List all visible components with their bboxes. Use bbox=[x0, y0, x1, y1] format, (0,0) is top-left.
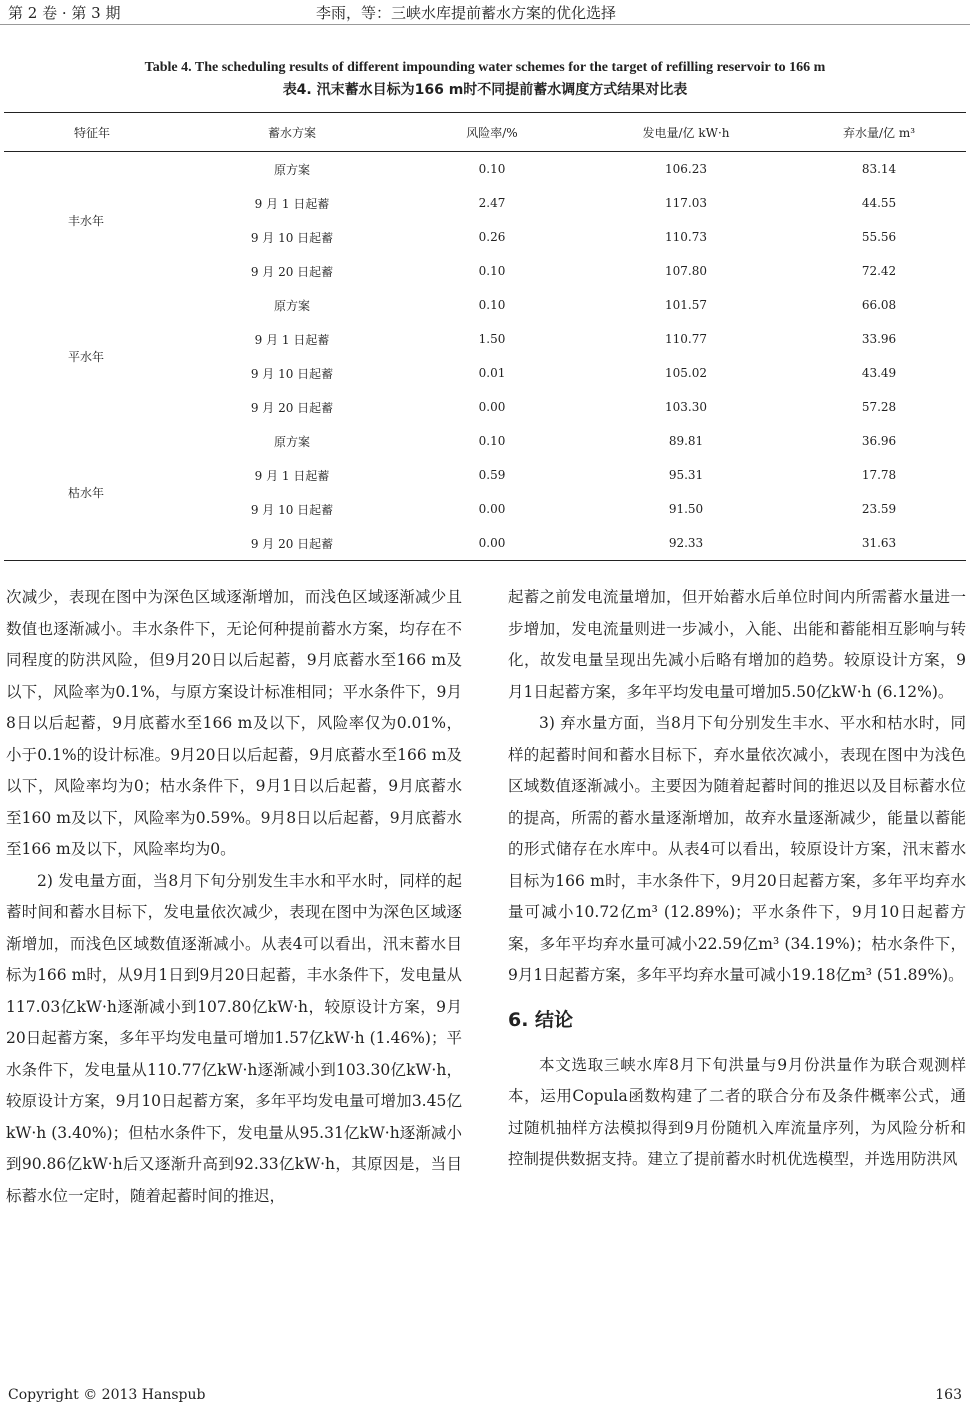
scheme-cell: 原方案 bbox=[273, 298, 310, 313]
table-row bbox=[4, 424, 966, 458]
risk-cell: 0.00 bbox=[404, 526, 580, 561]
page-footer bbox=[0, 1382, 970, 1412]
power-cell: 89.81 bbox=[668, 434, 704, 448]
scheme-cell: 原方案 bbox=[273, 434, 310, 449]
risk-cell: 0.00 bbox=[478, 502, 506, 516]
paragraph: 2) 发电量方面，当8月下旬分别发生丰水和平水时，同样的起蓄时间和蓄水目标下，发电量依次减少，表现在图中为深色区域逐渐增加，而浅色区域数值逐渐减小。从表4可以看出，汛末蓄水目标为166 m时，从9月1日到9月20日起蓄，丰水条件下，发电量从117.03亿kW·h逐渐减小到107.80亿kW·h，较原设计方案，9月20日起蓄方案，多年平均发电量可增加1.57亿kW·h (1.46%)；平水条件下，发电量从110.77亿kW·h逐渐减小到103.30亿kW·h，较原设计方案，9月10日起蓄方案，多年平均发电量可增加3.45亿kW·h (3.40%)；但枯水条件下，发电量从95.31亿kW·h逐渐减小到90.86亿kW·h后又逐渐升高到92.33亿kW·h，其原因是，当目标蓄水位一定时，随着起蓄时间的推迟， bbox=[6, 871, 462, 1205]
header-cell: 特征年 bbox=[4, 113, 180, 152]
scheme-cell: 9 月 1 日起蓄 bbox=[254, 332, 330, 347]
risk-cell: 0.10 bbox=[478, 162, 506, 176]
risk-cell: 2.47 bbox=[478, 196, 506, 210]
risk-cell: 0.00 bbox=[478, 400, 506, 414]
scheme-cell: 9 月 20 日起蓄 bbox=[250, 264, 334, 279]
power-cell: 107.80 bbox=[665, 264, 707, 278]
year-type-cell: 枯水年 bbox=[4, 424, 180, 561]
volume-issue: 第 2 卷 · 第 3 期 bbox=[8, 4, 121, 22]
power-cell: 103.30 bbox=[665, 400, 707, 414]
scheme-cell: 原方案 bbox=[273, 162, 310, 177]
power-cell: 106.23 bbox=[665, 162, 707, 176]
spill-cell: 36.96 bbox=[861, 434, 897, 448]
table-row bbox=[4, 152, 966, 187]
running-title: 李雨，等：三峡水库提前蓄水方案的优化选择 bbox=[316, 4, 617, 22]
spill-cell: 72.42 bbox=[861, 264, 897, 278]
table-row bbox=[4, 288, 966, 322]
scheme-cell: 9 月 10 日起蓄 bbox=[250, 366, 334, 381]
table-header-row bbox=[4, 113, 966, 152]
spill-cell: 57.28 bbox=[861, 400, 897, 414]
spill-cell: 17.78 bbox=[861, 468, 897, 482]
copyright-notice: Copyright © 2013 Hanspub bbox=[8, 1387, 206, 1403]
paragraph: 3) 弃水量方面，当8月下旬分别发生丰水、平水和枯水时，同样的起蓄时间和蓄水目标下，弃水量依次减小，表现在图中为浅色区域数值逐渐减小。主要因为随着起蓄时间的推迟以及目标蓄水位的提高，所需的蓄水量逐渐增加，故弃水量逐渐减少，能量以蓄能的形式储存在水库中。从表4可以看出，较原设计方案，汛末蓄水目标为166 m时，丰水条件下，9月20日起蓄方案，多年平均弃水量可减小10.72亿m³ (12.89%)；平水条件下，9月10日起蓄方案，多年平均弃水量可减小22.59亿m³ (34.19%)；枯水条件下，9月1日起蓄方案，多年平均弃水量可减小19.18亿m³ (51.89%)。 bbox=[508, 714, 966, 984]
spill-cell: 44.55 bbox=[861, 196, 897, 210]
paragraph: 本文选取三峡水库8月下旬洪量与9月份洪量作为联合观测样本，运用Copula函数构建了二者的联合分布及条件概率公式，通过随机抽样方法模拟得到9月份随机入库流量序列，为风险分析和控制提供数据支持。建立了提前蓄水时机优选模型，并选用防洪风 bbox=[508, 1055, 966, 1168]
risk-cell: 0.10 bbox=[478, 264, 506, 278]
page-number: 163 bbox=[935, 1387, 962, 1403]
spill-cell: 66.08 bbox=[861, 298, 897, 312]
header-cell: 弃水量/亿 m³ bbox=[792, 113, 966, 152]
spill-cell: 31.63 bbox=[792, 526, 966, 561]
scheme-cell: 9 月 1 日起蓄 bbox=[254, 196, 330, 211]
scheme-cell: 9 月 20 日起蓄 bbox=[180, 526, 404, 561]
power-cell: 95.31 bbox=[668, 468, 704, 482]
risk-cell: 0.26 bbox=[478, 230, 506, 244]
power-cell: 110.77 bbox=[665, 332, 707, 346]
risk-cell: 0.01 bbox=[478, 366, 506, 380]
risk-cell: 0.10 bbox=[478, 434, 506, 448]
scheme-cell: 9 月 1 日起蓄 bbox=[254, 468, 330, 483]
scheme-cell: 9 月 20 日起蓄 bbox=[250, 400, 334, 415]
year-type-cell: 平水年 bbox=[68, 349, 105, 364]
scheme-cell: 9 月 10 日起蓄 bbox=[250, 230, 334, 245]
header-cell: 发电量/亿 kW·h bbox=[580, 113, 792, 152]
table-title-en: Table 4. The scheduling results of different impounding water schemes for the target of refilling reservoir to 166 m bbox=[144, 60, 826, 75]
year-type-cell: 丰水年 bbox=[68, 213, 105, 228]
risk-cell: 0.59 bbox=[478, 468, 506, 482]
header-cell: 风险率/% bbox=[404, 113, 580, 152]
running-header bbox=[0, 0, 970, 25]
table-title-zh: 表4. 汛末蓄水目标为166 m时不同提前蓄水调度方式结果对比表 bbox=[282, 82, 688, 98]
spill-cell: 43.49 bbox=[861, 366, 897, 380]
results-table bbox=[4, 112, 966, 561]
section-heading: 6. 结论 bbox=[508, 1008, 574, 1031]
spill-cell: 33.96 bbox=[861, 332, 897, 346]
power-cell: 92.33 bbox=[580, 526, 792, 561]
risk-cell: 0.10 bbox=[478, 298, 506, 312]
spill-cell: 55.56 bbox=[861, 230, 897, 244]
header-cell: 蓄水方案 bbox=[180, 113, 404, 152]
paragraph: 次减少，表现在图中为深色区域逐渐增加，而浅色区域逐渐减少且数值也逐渐减小。丰水条件下，无论何种提前蓄水方案，均存在不同程度的防洪风险，但9月20日以后起蓄，9月底蓄水至166 m及以下，风险率为0.1%，与原方案设计标准相同；平水条件下，9月8日以后起蓄，9月底蓄水至166 m及以下，风险率仅为0.01%，小于0.1%的设计标准。9月20日以后起蓄，9月底蓄水至166 m及以下，风险率均为0；枯水条件下，9月1日以后起蓄，9月底蓄水至160 m及以下，风险率为0.59%。9月8日以后起蓄，9月底蓄水至166 m及以下，风险率均为0。 bbox=[6, 588, 462, 858]
power-cell: 110.73 bbox=[665, 230, 707, 244]
spill-cell: 83.14 bbox=[861, 162, 897, 176]
power-cell: 117.03 bbox=[665, 196, 707, 210]
scheme-cell: 9 月 10 日起蓄 bbox=[250, 502, 334, 517]
left-column bbox=[6, 582, 462, 1212]
risk-cell: 1.50 bbox=[478, 332, 506, 346]
power-cell: 91.50 bbox=[668, 502, 704, 516]
power-cell: 105.02 bbox=[665, 366, 707, 380]
spill-cell: 23.59 bbox=[861, 502, 897, 516]
power-cell: 101.57 bbox=[665, 298, 707, 312]
paragraph: 起蓄之前发电流量增加，但开始蓄水后单位时间内所需蓄水量进一步增加，发电流量则进一步减小，入能、出能和蓄能相互影响与转化，故发电量呈现出先减小后略有增加的趋势。较原设计方案，9月1日起蓄方案，多年平均发电量可增加5.50亿kW·h (6.12%)。 bbox=[508, 588, 966, 701]
right-column bbox=[508, 582, 966, 1176]
